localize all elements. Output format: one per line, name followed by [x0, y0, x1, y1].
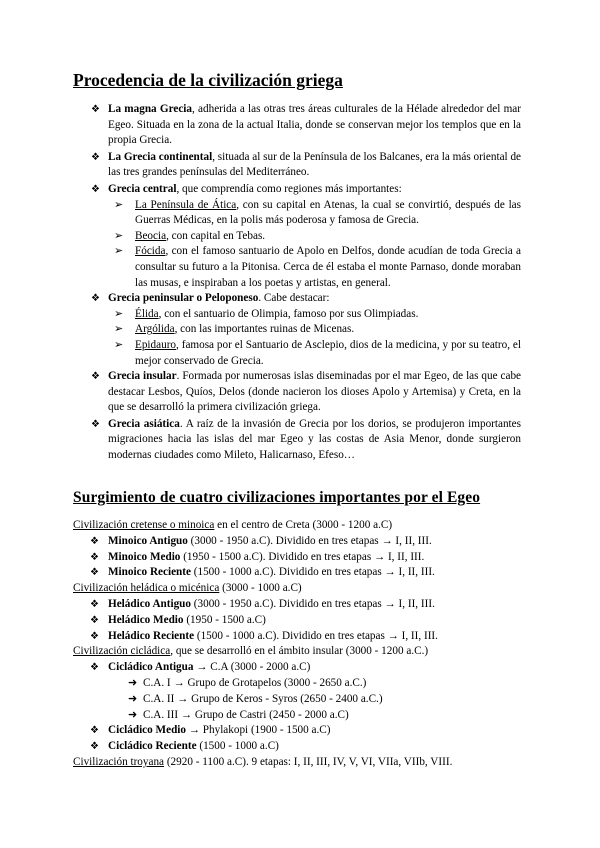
term-insular: Grecia insular [108, 370, 177, 383]
period-text: (1950 - 1500 a.C) [183, 613, 266, 626]
arrow-bullet-icon: ➜ [128, 692, 138, 705]
term-peloponeso: Grecia peninsular o Peloponeso [108, 292, 259, 305]
civilization-text: , que se desarrolló en el ámbito insular (3000 - 1200 a.C.) [170, 645, 429, 658]
list-item-magna [91, 102, 521, 149]
period-item [73, 550, 523, 566]
region-name: Fócida [135, 245, 166, 258]
diamond-bullet-icon: ❖ [90, 741, 99, 753]
civilization-text: (2920 - 1100 a.C). 9 etapas: I, II, III, IV, V, VI, VIIa, VIIb, VIII. [164, 755, 453, 768]
arrowhead-bullet-icon: ➢ [114, 229, 124, 242]
period-name: Heládico Medio [108, 613, 184, 626]
period-item [73, 597, 523, 613]
sub-item-argolida [91, 322, 521, 338]
diamond-bullet-icon: ❖ [90, 598, 99, 610]
civilization-cretense [73, 518, 523, 534]
section-title: Surgimiento de cuatro civilizaciones importantes por el Egeo [73, 489, 481, 506]
diamond-bullet-icon: ❖ [91, 104, 100, 115]
sub-item-elida [91, 307, 521, 323]
arrow-bullet-icon: ➜ [128, 708, 138, 721]
list-item-insular [91, 369, 521, 416]
period-item [73, 613, 523, 629]
subperiod-text: C.A. I → Grupo de Grotapelos (3000 - 2650 a.C.) [143, 676, 367, 689]
subperiod-item [73, 692, 523, 708]
diamond-bullet-icon: ❖ [90, 551, 99, 563]
region-name: Élida [135, 307, 159, 320]
diamond-bullet-icon: ❖ [91, 418, 100, 430]
list-item-peloponeso [91, 291, 521, 307]
diamond-bullet-icon: ❖ [91, 183, 100, 195]
region-text: , famosa por el Santuario de Asclepio, dios de la medicina, y por su teatro, el mejor conservado de Grecia. [135, 338, 521, 367]
civilization-troyana [73, 755, 523, 771]
diamond-bullet-icon: ❖ [91, 371, 100, 383]
list-item-continental [91, 150, 521, 181]
region-text: , con las importantes ruinas de Micenas. [174, 323, 355, 336]
subperiod-item [73, 676, 523, 692]
civilization-name: Civilización cretense o minoica [73, 519, 215, 531]
civilization-text: (3000 - 1000 a.C) [219, 582, 302, 595]
period-name: Cicládico Antigua [108, 661, 194, 674]
page-title: Procedencia de la civilización griega [73, 70, 343, 90]
sub-item-epidauro [91, 338, 521, 369]
period-text: (1950 - 1500 a.C). Dividido en tres etapas → I, II, III. [180, 550, 425, 563]
period-item [73, 723, 523, 739]
period-item [73, 629, 523, 645]
period-text: (3000 - 1950 a.C). Dividido en tres etapas → I, II, III. [187, 534, 432, 547]
civilization-name: Civilización troyana [73, 755, 165, 768]
subperiod-item [73, 708, 523, 724]
diamond-bullet-icon: ❖ [90, 662, 99, 674]
text-insular: . Formada por numerosas islas diseminadas por el mar Egeo, de las que cabe destacar Lesbos, Quíos, Delos (donde nacieron los dioses Apolo y Artemisa) y Creta, en la que se desarrolló la primera civilización griega. [108, 370, 522, 414]
diamond-bullet-icon: ❖ [91, 151, 100, 163]
sub-item-atica [91, 198, 521, 229]
civilization-name: Civilización heládica o micénica [73, 582, 220, 595]
civilization-cicladica [73, 644, 523, 660]
region-name: La Península de Ática [135, 198, 237, 211]
civilization-heladica [73, 581, 523, 597]
civilizations-list [73, 518, 523, 771]
sub-item-focida [91, 244, 521, 291]
text-asiatica: . A raíz de la invasión de Grecia por los dorios, se produjeron importantes migraciones hacia las islas del mar Egeo y las costas de Asia Menor, donde surgieron modernas ciudades como Mileto, Halicarnaso, Efeso… [108, 417, 521, 462]
period-name: Minoico Antiguo [108, 534, 188, 547]
text-peloponeso: . Cabe destacar: [258, 292, 330, 305]
diamond-bullet-icon: ❖ [90, 535, 99, 547]
period-item [73, 534, 523, 550]
period-name: Cicládico Medio [108, 724, 186, 737]
region-text: , con el santuario de Olimpia, famoso por sus Olimpiadas. [158, 307, 419, 320]
period-item [73, 660, 523, 676]
arrowhead-bullet-icon: ➢ [114, 338, 124, 351]
arrow-bullet-icon: ➜ [128, 676, 138, 689]
period-name: Heládico Antiguo [108, 597, 191, 610]
period-text: (1500 - 1000 a.C) [196, 740, 279, 753]
term-magna: La magna Grecia [108, 103, 192, 115]
text-central: , que comprendía como regiones más importantes: [176, 182, 402, 195]
term-continental: La Grecia continental [108, 150, 213, 163]
region-text: , con su capital en Atenas, la cual se convirtió, después de las Guerras Médicas, en la polis más poderosa y famosa de Grecia. [135, 198, 521, 227]
period-name: Minoico Medio [108, 550, 181, 563]
region-name: Beocia [135, 229, 167, 242]
period-name: Heládico Reciente [108, 629, 195, 642]
arrowhead-bullet-icon: ➢ [114, 323, 124, 336]
subperiod-text: C.A. III → Grupo de Castri (2450 - 2000 a.C) [143, 708, 349, 721]
period-name: Cicládico Reciente [108, 740, 197, 753]
diamond-bullet-icon: ❖ [90, 630, 99, 642]
period-text: → C.A (3000 - 2000 a.C) [193, 661, 311, 674]
term-central: Grecia central [108, 182, 177, 195]
period-item [73, 739, 523, 755]
period-text: (1500 - 1000 a.C). Dividido en tres etapas → I, II, III. [190, 566, 435, 579]
civilization-name: Civilización cicládica [73, 645, 171, 658]
civilization-text: en el centro de Creta (3000 - 1200 a.C) [214, 519, 393, 531]
regions-list [91, 102, 521, 464]
period-item [73, 565, 523, 581]
text-magna: , adherida a las otras tres áreas culturales de la Hélade alrededor del mar Egeo. Situada en la zona de la actual Italia, donde se conservan mejor los templos que en la propia Grecia. [108, 103, 521, 147]
diamond-bullet-icon: ❖ [90, 725, 99, 737]
diamond-bullet-icon: ❖ [91, 293, 100, 305]
period-text: (1500 - 1000 a.C). Dividido en tres etapas → I, II, III. [194, 629, 438, 642]
period-text: (3000 - 1950 a.C). Dividido en tres etapas → I, II, III. [190, 597, 435, 610]
region-text: , con el famoso santuario de Apolo en Delfos, donde acudían de toda Grecia a consultar su futuro a la Pitonisa. Cerca de él estaba el monte Parnaso, donde moraban las musas, e inspiraban a los poetas y artistas, en general. [135, 245, 521, 289]
region-text: , con capital en Tebas. [166, 229, 266, 242]
diamond-bullet-icon: ❖ [90, 567, 99, 579]
region-name: Argólida [135, 323, 175, 336]
arrowhead-bullet-icon: ➢ [114, 307, 124, 320]
arrowhead-bullet-icon: ➢ [114, 198, 124, 211]
text-continental: , situada al sur de la Península de los Balcanes, era la más oriental de las tres grandes penínsulas del Mediterráneo. [108, 150, 522, 179]
region-name: Epidauro [135, 338, 177, 351]
term-asiatica: Grecia asiática [108, 417, 180, 430]
period-text: → Phylakopi (1900 - 1500 a.C) [186, 724, 331, 737]
sub-item-beocia [91, 229, 521, 245]
list-item-asiatica [91, 417, 521, 464]
diamond-bullet-icon: ❖ [90, 614, 99, 626]
subperiod-text: C.A. II → Grupo de Keros - Syros (2650 - 2400 a.C.) [143, 692, 383, 705]
arrowhead-bullet-icon: ➢ [114, 245, 124, 258]
list-item-central [91, 182, 521, 198]
period-name: Minoico Reciente [108, 566, 191, 579]
